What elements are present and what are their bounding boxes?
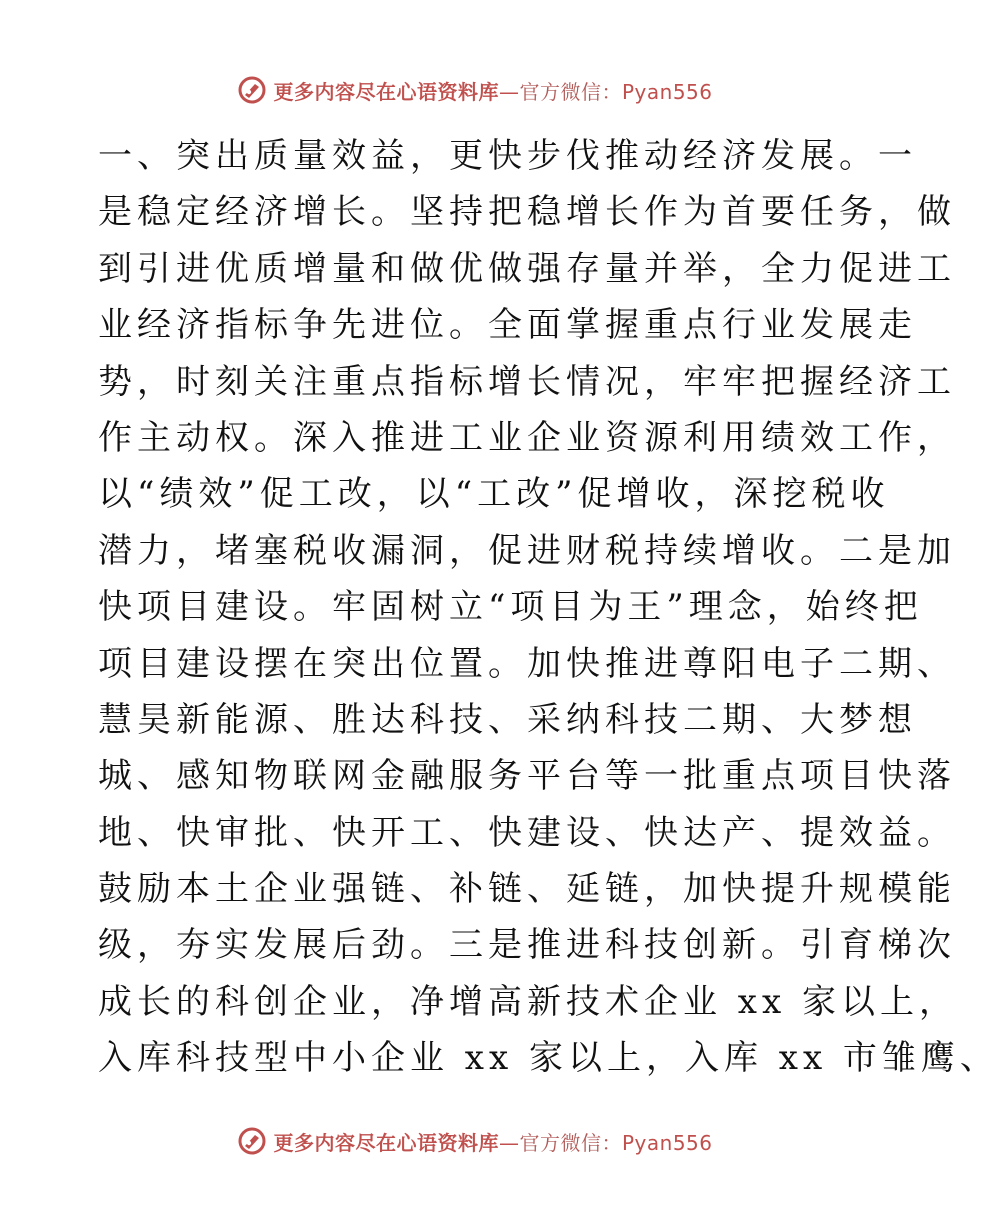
body-line: 鼓励本土企业强链、补链、延链，加快提升规模能 [98,869,956,910]
body-line: 以“绩效”促工改，以“工改”促增收，深挖税收 [98,474,890,515]
footer-watermark [0,1124,950,1158]
body-line: 潜力，堵塞税收漏洞，促进财税持续增收。二是加 [98,530,956,571]
body-line: 一、突出质量效益，更快步伐推动经济发展。一 [98,136,917,176]
body-line: 项目建设摆在突出位置。加快推进尊阳电子二期、 [98,643,956,684]
body-line: 地、快审批、快开工、快建设、快达产、提效益。 [98,812,956,853]
body-line: 入库科技型中小企业 xx 家以上，入库 xx 市雏鹰、 [98,1038,999,1079]
body-line: 成长的科创企业，净增高新技术企业 xx 家以上， [98,981,958,1022]
body-line: 到引进优质增量和做优做强存量并举，全力促进工 [98,248,956,289]
body-line: 业经济指标争先进位。全面掌握重点行业发展走 [98,305,917,346]
body-line: 作主动权。深入推进工业企业资源利用绩效工作， [98,417,956,458]
body-line: 势，时刻关注重点指标增长情况，牢牢把握经济工 [98,361,956,402]
body-line: 是稳定经济增长。坚持把稳增长作为首要任务，做 [98,192,956,233]
body-line: 慧昊新能源、胜达科技、采纳科技二期、大梦想 [98,699,917,740]
document-body [98,128,999,1087]
watermark-text: 更多内容尽在心语资料库—官方微信：Pyan556 [273,79,713,104]
logo-icon [237,1126,267,1156]
body-line: 快项目建设。牢固树立“项目为王”理念，始终把 [98,587,923,628]
header-watermark [0,73,950,107]
watermark-text: 更多内容尽在心语资料库—官方微信：Pyan556 [273,1130,713,1155]
body-line: 城、感知物联网金融服务平台等一批重点项目快落 [98,756,956,797]
logo-icon [237,75,267,105]
body-line: 级，夯实发展后劲。三是推进科技创新。引育梯次 [98,925,956,966]
